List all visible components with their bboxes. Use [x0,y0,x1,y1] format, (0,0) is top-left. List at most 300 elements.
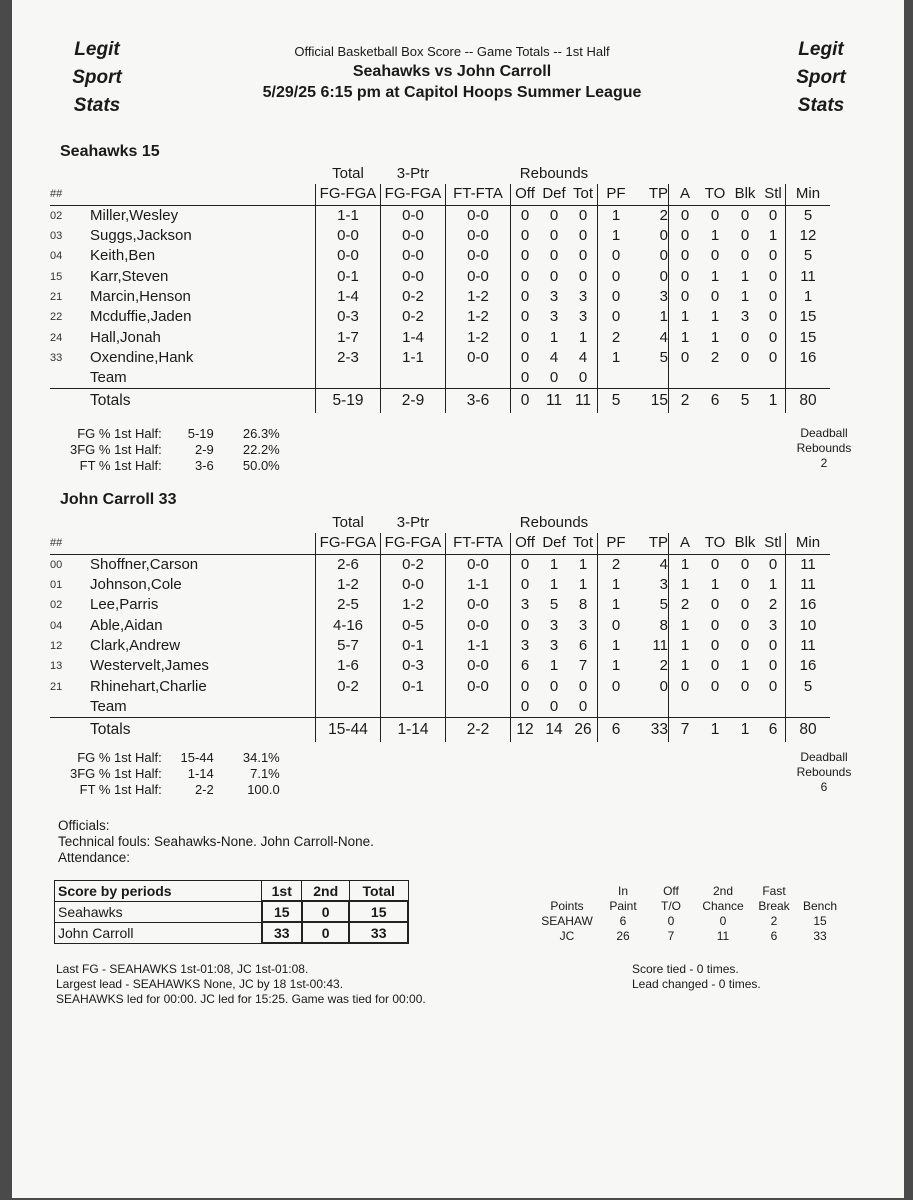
team-row-to [701,368,729,389]
logo-left [62,36,132,120]
player-stl: 0 [768,247,778,265]
player-ft: 1-1 [446,636,511,656]
player-blk: 0 [740,227,750,245]
player-off: 3 [511,636,540,656]
player-def: 4 [549,348,559,366]
player-def: 0 [549,267,559,285]
periods-header-row [55,881,409,902]
points-cell: SEAHAW [541,914,593,928]
player-min: 11 [786,575,831,595]
team-row-num [50,697,76,718]
team-row [50,368,830,389]
periods-header: Score by periods [55,881,262,902]
points-header-top [796,884,844,899]
player-off: 0 [511,348,540,368]
player-pf: 0 [598,266,635,286]
player-fg3: 0-2 [381,554,446,575]
team-row-fg [316,368,381,389]
header-line-3: 5/29/25 6:15 pm at Capitol Hoops Summer League [262,84,642,101]
totals-fg3: 1-14 [381,717,446,742]
player-stl: 0 [768,328,778,346]
player-def: 1 [549,576,559,594]
points-header-top: In [617,884,628,898]
player-pf: 1 [598,656,635,676]
logo-right [786,36,856,120]
team-row-off: 0 [511,697,540,718]
player-ft: 0-0 [446,246,511,266]
percentage-made: 15-44 [180,750,214,765]
player-blk: 0 [740,576,750,594]
player-fg: 2-6 [316,554,381,575]
team-row-tp [634,368,669,389]
column-header-stl: Stl [761,184,786,205]
player-fg3: 0-5 [381,615,446,635]
player-fg: 2-5 [316,595,381,615]
player-name: Miller,Wesley [90,206,179,224]
percentage-label: FT % 1st Half: [79,782,162,797]
player-pf: 2 [598,327,635,347]
player-fg: 5-7 [316,636,381,656]
player-off: 0 [511,226,540,246]
largest-lead: Largest lead - SEAHAWKS None, JC by 18 1st-00:43. [56,977,344,991]
player-def: 1 [549,657,559,675]
team-row-def: 0 [549,369,559,387]
periods-team: John Carroll [55,922,262,943]
player-a: 1 [669,656,702,676]
points-breakdown-table [536,884,844,944]
points-header: Bench [802,899,838,913]
player-name: Suggs,Jackson [90,227,192,245]
player-blk: 0 [740,616,750,634]
deadball-rebounds [774,750,874,795]
team-row-def: 0 [549,697,559,715]
player-fg3: 1-1 [381,348,446,368]
player-ft: 0-0 [446,656,511,676]
player-name: Shoffner,Carson [90,555,199,573]
player-ft: 1-2 [446,327,511,347]
player-to: 1 [710,308,720,326]
column-header-num: ## [50,533,76,554]
header-3ptr: 3-Ptr [396,165,430,183]
player-name: Clark,Andrew [90,636,181,654]
player-fg: 0-1 [316,266,381,286]
periods-1st: 15 [262,901,302,922]
player-pf: 0 [598,246,635,266]
player-row [50,226,830,246]
player-tp: 4 [659,555,668,573]
team-row-ft [446,697,511,718]
player-to: 0 [710,287,720,305]
player-row [50,554,830,575]
player-name: Able,Aidan [90,616,163,634]
player-fg3: 0-0 [381,226,446,246]
player-min: 10 [786,615,831,635]
player-min: 15 [786,327,831,347]
percentage-row [70,782,280,798]
player-fg3: 0-2 [381,287,446,307]
player-pf: 1 [598,595,635,615]
column-header-def: Def [539,533,569,554]
player-tot: 6 [578,636,588,654]
player-stl: 0 [768,206,778,224]
team-title: John Carroll 33 [60,491,177,508]
player-a: 1 [669,307,702,327]
player-tot: 3 [578,616,588,634]
header-spacer [786,513,831,533]
points-header-top-row [536,884,844,899]
points-cell: 15 [813,914,827,928]
player-num: 22 [50,311,63,324]
player-fg: 1-2 [316,575,381,595]
totals-min: 80 [786,717,831,742]
logo-right-line: Stats [797,95,845,116]
officials-label: Officials: [58,818,110,833]
header-spacer [761,164,786,184]
player-a: 0 [669,205,702,226]
player-tp: 1 [659,308,668,326]
totals-def: 11 [539,389,569,414]
footer-notes [56,962,426,1007]
points-header: Break [758,899,790,913]
totals-min: 80 [786,389,831,414]
player-row [50,307,830,327]
column-header-min: Min [786,533,831,554]
periods-2nd: 0 [302,922,349,943]
shooting-percentages [70,426,280,474]
player-name: Johnson,Cole [90,576,182,594]
player-a: 0 [669,266,702,286]
player-ft: 1-1 [446,575,511,595]
team-row-tot: 0 [578,369,588,387]
column-header-to: TO [701,184,729,205]
column-header-tot: Tot [569,533,598,554]
player-fg3: 0-0 [381,246,446,266]
player-off: 0 [511,266,540,286]
box-score-sheet [12,0,904,1198]
player-pf: 1 [598,348,635,368]
player-fg3: 0-2 [381,307,446,327]
periods-team: Seahawks [55,901,262,922]
percentage-label: FG % 1st Half: [77,426,162,441]
player-ft: 0-0 [446,676,511,696]
player-to: 0 [710,206,720,224]
header-spacer [669,513,702,533]
player-stl: 0 [768,657,778,675]
periods-header: 1st [262,881,302,902]
player-blk: 3 [740,308,750,326]
column-header-row [50,184,830,205]
team-row-fg [316,697,381,718]
header-spacer [446,164,511,184]
header-spacer [729,164,761,184]
player-pf: 1 [598,636,635,656]
totals-fg: 5-19 [316,389,381,414]
player-def: 3 [549,616,559,634]
player-fg3: 0-1 [381,636,446,656]
team-row-to [701,697,729,718]
deadball-line: Rebounds [796,765,852,779]
column-header-fg3: FG-FGA [381,184,446,205]
team-row-tp [634,697,669,718]
player-num: 15 [50,270,63,283]
led-for: SEAHAWKS led for 00:00. JC led for 15:25. Game was tied for 00:00. [56,992,426,1006]
team-row-pf [598,697,635,718]
player-ft: 0-0 [446,615,511,635]
player-def: 3 [549,636,559,654]
player-pf: 1 [598,575,635,595]
column-header-blk: Blk [729,184,761,205]
player-to: 1 [710,576,720,594]
player-fg: 1-1 [316,205,381,226]
player-to: 0 [710,616,720,634]
player-name: Keith,Ben [90,247,156,265]
player-tot: 8 [578,596,588,614]
totals-name: Totals [76,717,316,742]
percentage-value: 50.0% [242,458,280,473]
player-min: 5 [786,246,831,266]
player-stl: 0 [768,308,778,326]
player-fg: 0-0 [316,226,381,246]
player-name: Westervelt,James [90,657,209,675]
player-a: 0 [669,226,702,246]
periods-row [55,901,409,922]
officials-block [58,818,374,866]
player-to: 0 [710,555,720,573]
player-to: 0 [710,247,720,265]
player-blk: 0 [740,348,750,366]
player-row [50,348,830,368]
player-tp: 2 [659,206,668,224]
periods-header: Total [349,881,408,902]
percentage-label: FG % 1st Half: [77,750,162,765]
player-min: 11 [786,554,831,575]
points-row [536,914,844,929]
periods-total: 15 [349,901,408,922]
player-ft: 0-0 [446,595,511,615]
player-a: 1 [669,554,702,575]
percentage-value: 7.1% [250,766,280,781]
points-cell: 26 [616,929,630,943]
player-num: 21 [50,290,63,303]
player-stl: 0 [768,555,778,573]
column-header-blk: Blk [729,533,761,554]
player-tot: 1 [578,576,588,594]
team-row-ft [446,368,511,389]
player-def: 1 [549,555,559,573]
player-ft: 0-0 [446,554,511,575]
player-fg3: 0-0 [381,266,446,286]
player-row [50,676,830,696]
deadball-line: 6 [820,780,828,794]
shooting-percentages [70,750,280,798]
player-def: 0 [549,227,559,245]
player-a: 1 [669,615,702,635]
player-tp: 0 [659,247,668,265]
column-header-min: Min [786,184,831,205]
player-row [50,636,830,656]
player-tot: 1 [578,328,588,346]
player-blk: 0 [740,636,750,654]
player-fg3: 0-0 [381,575,446,595]
player-stl: 0 [768,267,778,285]
totals-stl: 6 [761,717,786,742]
player-tp: 4 [659,328,668,346]
player-blk: 0 [740,596,750,614]
points-cell: 2 [770,914,778,928]
player-tp: 0 [659,677,668,695]
player-num: 24 [50,331,63,344]
points-cell: 0 [719,914,727,928]
column-header-tp: TP [634,533,669,554]
player-off: 0 [511,287,540,307]
header-rebounds: Rebounds [519,165,589,183]
points-header-top: Off [663,884,679,898]
player-num: 33 [50,351,63,364]
player-row [50,595,830,615]
column-header-pf: PF [598,533,635,554]
totals-off: 0 [511,389,540,414]
totals-tp: 33 [634,717,669,742]
header-spacer [786,164,831,184]
player-a: 1 [669,575,702,595]
totals-num [50,717,76,742]
player-fg: 1-4 [316,287,381,307]
player-pf: 0 [598,307,635,327]
logo-left-line: Legit [74,39,120,60]
last-fg: Last FG - SEAHAWKS 1st-01:08, JC 1st-01:08. [56,962,309,976]
player-row [50,246,830,266]
totals-to: 1 [701,717,729,742]
team-row-fg3 [381,368,446,389]
player-to: 1 [710,227,720,245]
player-name: Marcin,Henson [90,287,191,305]
box-score-table [50,513,830,742]
header-spacer [446,513,511,533]
player-name: Karr,Steven [90,267,169,285]
player-num: 12 [50,639,63,652]
totals-off: 12 [511,717,540,742]
logo-left-line: Sport [72,67,122,88]
player-a: 0 [669,246,702,266]
player-name: Hall,Jonah [90,328,161,346]
technical-fouls: Technical fouls: Seahawks-None. John Carroll-None. [58,834,374,849]
player-ft: 0-0 [446,266,511,286]
player-def: 0 [549,206,559,224]
team-row-a [669,697,702,718]
player-min: 11 [786,636,831,656]
percentage-made: 3-6 [194,458,214,473]
group-header-row [50,513,830,533]
player-row [50,327,830,347]
player-fg3: 1-4 [381,327,446,347]
player-tot: 3 [578,287,588,305]
player-blk: 1 [740,287,750,305]
team-row-name: Team [90,697,127,715]
totals-a: 7 [669,717,702,742]
player-fg3: 1-2 [381,595,446,615]
player-tot: 0 [578,227,588,245]
player-ft: 1-2 [446,287,511,307]
player-pf: 0 [598,615,635,635]
player-a: 0 [669,287,702,307]
player-name: Lee,Parris [90,596,159,614]
player-pf: 1 [598,205,635,226]
player-off: 0 [511,307,540,327]
player-fg3: 0-3 [381,656,446,676]
totals-tot: 26 [569,717,598,742]
points-header-top [536,884,598,899]
player-num: 03 [50,230,63,243]
points-cell: 7 [667,929,675,943]
percentage-row [70,442,280,458]
player-row [50,287,830,307]
logo-right-line: Legit [798,39,844,60]
player-ft: 1-2 [446,307,511,327]
totals-ft: 2-2 [446,717,511,742]
player-off: 0 [511,615,540,635]
column-header-name [76,533,316,554]
column-header-a: A [669,533,702,554]
player-tp: 2 [659,657,668,675]
header-spacer [76,164,316,184]
player-num: 02 [50,599,63,612]
points-header: T/O [661,899,681,913]
player-name: Rhinehart,Charlie [90,677,207,695]
percentage-value: 34.1% [242,750,280,765]
header-spacer [50,513,76,533]
score-tied: Score tied - 0 times. [632,962,739,976]
column-header-name [76,184,316,205]
player-fg: 0-3 [316,307,381,327]
team-row-fg3 [381,697,446,718]
player-to: 0 [710,657,720,675]
totals-def: 14 [539,717,569,742]
player-min: 16 [786,595,831,615]
percentage-made: 1-14 [187,766,214,781]
player-fg: 0-0 [316,246,381,266]
player-off: 3 [511,595,540,615]
player-a: 0 [669,348,702,368]
player-tot: 4 [578,348,588,366]
header-spacer [701,164,729,184]
header-spacer [729,513,761,533]
points-cell: 6 [619,914,627,928]
header-spacer [634,513,669,533]
percentage-value: 22.2% [242,442,280,457]
header-spacer [50,164,76,184]
player-tp: 0 [659,267,668,285]
player-blk: 1 [740,657,750,675]
totals-pf: 6 [598,717,635,742]
player-min: 12 [786,226,831,246]
periods-total: 33 [349,922,408,943]
points-header: Paint [609,899,637,913]
points-cell: 11 [716,929,730,943]
team-title: Seahawks 15 [60,143,160,160]
player-stl: 0 [768,348,778,366]
deadball-line: Deadball [800,426,848,440]
column-header-fg3: FG-FGA [381,533,446,554]
player-pf: 0 [598,287,635,307]
player-fg: 2-3 [316,348,381,368]
periods-row [55,922,409,943]
player-stl: 2 [768,596,778,614]
periods-1st: 33 [262,922,302,943]
percentage-row [70,458,280,474]
totals-stl: 1 [761,389,786,414]
deadball-line: 2 [820,456,828,470]
player-stl: 0 [768,677,778,695]
